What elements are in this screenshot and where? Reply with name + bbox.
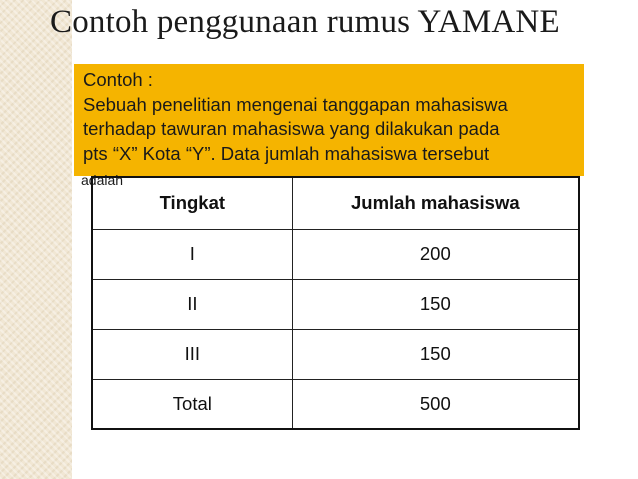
table-row — [92, 229, 579, 279]
table-row — [92, 329, 579, 379]
header-jumlah-mahasiswa: Jumlah mahasiswa — [292, 177, 579, 229]
cell-jumlah: 150 — [292, 329, 579, 379]
table-total-row — [92, 379, 579, 429]
cell-tingkat: I — [92, 229, 292, 279]
cell-total-label: Total — [92, 379, 292, 429]
note-line-heading: Contoh : — [83, 69, 153, 90]
cell-tingkat: III — [92, 329, 292, 379]
student-count-table — [91, 176, 580, 430]
note-line-3: pts “X” Kota “Y”. Data jumlah mahasiswa tersebut — [83, 142, 490, 164]
example-note-box — [74, 64, 584, 176]
table-header-row — [92, 177, 579, 229]
cell-tingkat: II — [92, 279, 292, 329]
note-line-1: Sebuah penelitian mengenai tanggapan mahasiswa — [83, 93, 508, 115]
cell-total-value: 500 — [292, 379, 579, 429]
note-line-4: adalah — [81, 172, 124, 188]
note-line-2: terhadap tawuran mahasiswa yang dilakukan pada — [83, 118, 500, 139]
example-note-text — [83, 68, 576, 166]
header-tingkat: Tingkat — [92, 177, 292, 229]
table-row — [92, 279, 579, 329]
cell-jumlah: 200 — [292, 229, 579, 279]
cell-jumlah: 150 — [292, 279, 579, 329]
decorative-side-strip — [0, 0, 72, 479]
slide-title: Contoh penggunaan rumus YAMANE — [50, 4, 560, 40]
